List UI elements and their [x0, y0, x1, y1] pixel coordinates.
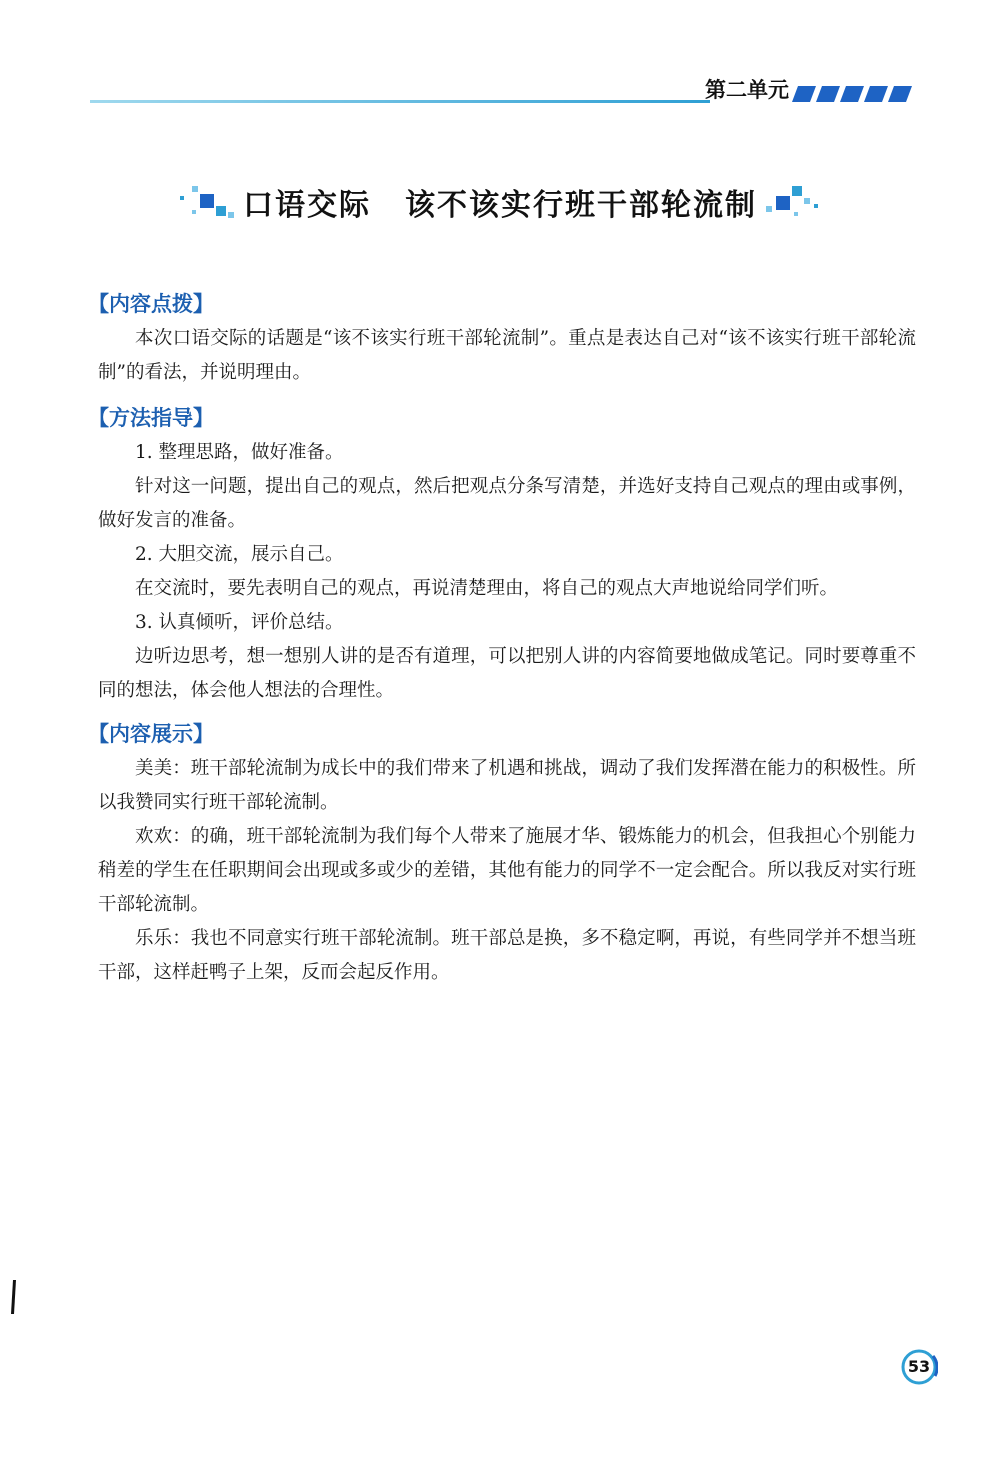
section-body-showcase	[98, 752, 916, 990]
title-left: 口语交际	[243, 188, 371, 223]
page-number: 53	[907, 1357, 931, 1376]
method-detail-1: 针对这一问题，提出自己的观点，然后把观点分条写清楚，并选好支持自己观点的理由或事例，做好发言的准备。	[98, 476, 916, 531]
section-heading-showcase: 【内容展示】	[88, 722, 214, 746]
lesson-title-row	[0, 180, 1000, 230]
dialogue-meimei: 美美：班干部轮流制为成长中的我们带来了机遇和挑战，调动了我们发挥潜在能力的积极性。所以我赞同实行班干部轮流制。	[98, 758, 916, 813]
pixel-square-right-icon	[762, 182, 822, 222]
section-body-tips	[98, 322, 916, 390]
paragraph: 本次口语交际的话题是“该不该实行班干部轮流制”。重点是表达自己对“该不该实行班干部轮流制”的看法，并说明理由。	[98, 328, 916, 383]
section-heading-tips: 【内容点拨】	[88, 292, 214, 316]
title-right: 该不该实行班干部轮流制	[405, 188, 757, 223]
section-heading-method: 【方法指导】	[88, 406, 214, 430]
page-header	[0, 0, 1000, 120]
method-step-2: 2. 大胆交流，展示自己。	[135, 544, 344, 565]
header-rule	[90, 100, 710, 103]
unit-label: 第二单元	[705, 78, 789, 102]
margin-mark	[8, 1278, 20, 1316]
lesson-title	[243, 180, 757, 224]
section-body-method	[98, 436, 916, 708]
method-detail-2: 在交流时，要先表明自己的观点，再说清楚理由，将自己的观点大声地说给同学们听。	[135, 578, 839, 599]
method-detail-3: 边听边思考，想一想别人讲的是否有道理，可以把别人讲的内容简要地做成笔记。同时要尊重不同的想法，体会他人想法的合理性。	[98, 646, 916, 701]
header-stripes-decoration	[792, 86, 912, 102]
dialogue-lele: 乐乐：我也不同意实行班干部轮流制。班干部总是换，多不稳定啊，再说，有些同学并不想当班干部，这样赶鸭子上架，反而会起反作用。	[98, 928, 916, 983]
method-step-3: 3. 认真倾听，评价总结。	[135, 612, 344, 633]
method-step-1: 1. 整理思路，做好准备。	[135, 442, 344, 463]
pixel-square-left-icon	[178, 182, 238, 222]
dialogue-huanhuan: 欢欢：的确，班干部轮流制为我们每个人带来了施展才华、锻炼能力的机会，但我担心个别能力稍差的学生在任职期间会出现或多或少的差错，其他有能力的同学不一定会配合。所以我反对实行班干部轮流制。	[98, 826, 916, 915]
